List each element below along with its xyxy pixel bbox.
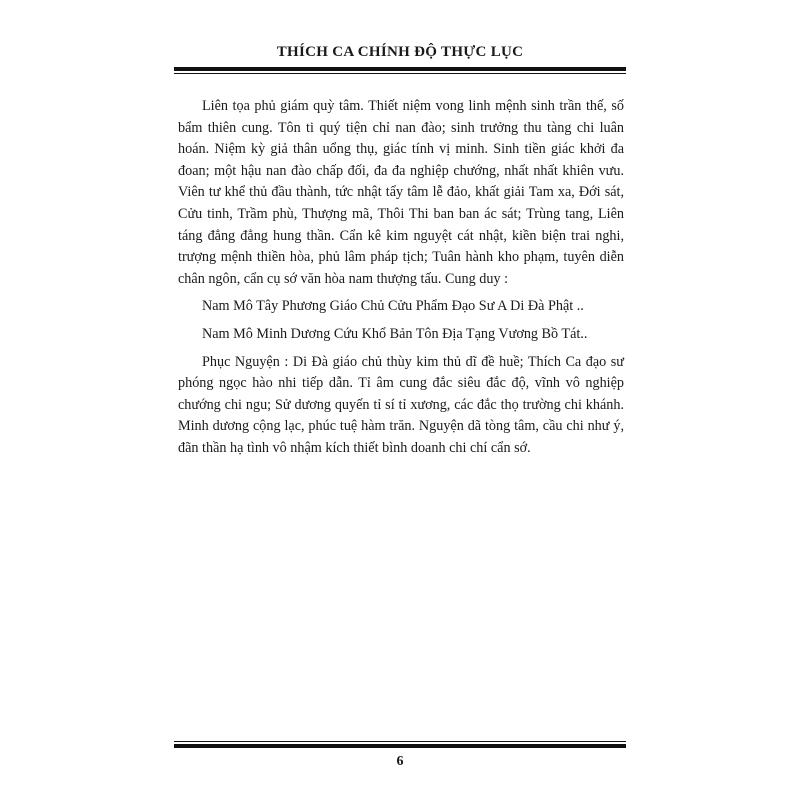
footer-rule-thin xyxy=(174,741,626,742)
page-number: 6 xyxy=(396,754,404,769)
paragraph-phuc-nguyen: Phục Nguyện : Di Đà giáo chủ thùy kim thủ dĩ đề huề; Thích Ca đạo sư phóng ngọc hào nhi tiếp dẫn. Tỉ âm cung đắc siêu đắc độ, vĩnh vô nghiệp chướng chi ngu; Sử dương quyến tỉ sí tỉ xương, các đắc thọ trường chi khánh. Minh dương cộng lạc, phúc tuệ hàm trăn. Nguyện dã tòng tâm, cầu chi như ý, đãn thần hạ tình vô nhậm kích thiết bình doanh chi chí cẩn sớ. xyxy=(178,353,624,456)
body-text xyxy=(178,96,624,466)
footer-rule-thick xyxy=(174,744,626,748)
header-rule-thick xyxy=(174,67,626,71)
paragraph-namo-ksitigarbha: Nam Mô Minh Dương Cứu Khổ Bản Tôn Địa Tạng Vương Bồ Tát.. xyxy=(202,325,588,342)
header-rule-thin xyxy=(174,73,626,74)
paragraph-namo-amitabha: Nam Mô Tây Phương Giáo Chủ Cửu Phẩm Đạo Sư A Di Đà Phật .. xyxy=(202,298,584,315)
running-header-title: THÍCH CA CHÍNH ĐỘ THỰC LỤC xyxy=(276,44,524,60)
paragraph-invocation: Liên tọa phủ giám quỳ tâm. Thiết niệm vong linh mệnh sinh trần thế, số bẩm thiên cung. Tôn ti quý tiện chỉ nan đào; sinh trưởng thu tàng chi luân hoán. Niệm kỳ giả thân uổng thụ, giác tính vị minh. Sinh tiền giác khởi đa đoan; một hậu nan đào chấp đối, đa đa nghiệp chướng, nhất nhất khiên vưu. Viên tư khể thủ đầu thành, tức nhật tẩy tâm lễ đảo, khất giải Tam xa, Đới sát, Cửu tinh, Trầm phù, Thượng mã, Thôi Thi ban ban ác sát; Trùng tang, Liên táng đẳng đẳng hung thần. Cẩn kê kim nguyệt cát nhật, kiền biện trai nghi, trượng mệnh thiền hòa, phủ lâm pháp tịch; Tuân hành kho phạm, tuyên diễn chân ngôn, cẩn cụ sớ văn hòa nam thượng tấu. Cung duy : xyxy=(178,98,624,287)
